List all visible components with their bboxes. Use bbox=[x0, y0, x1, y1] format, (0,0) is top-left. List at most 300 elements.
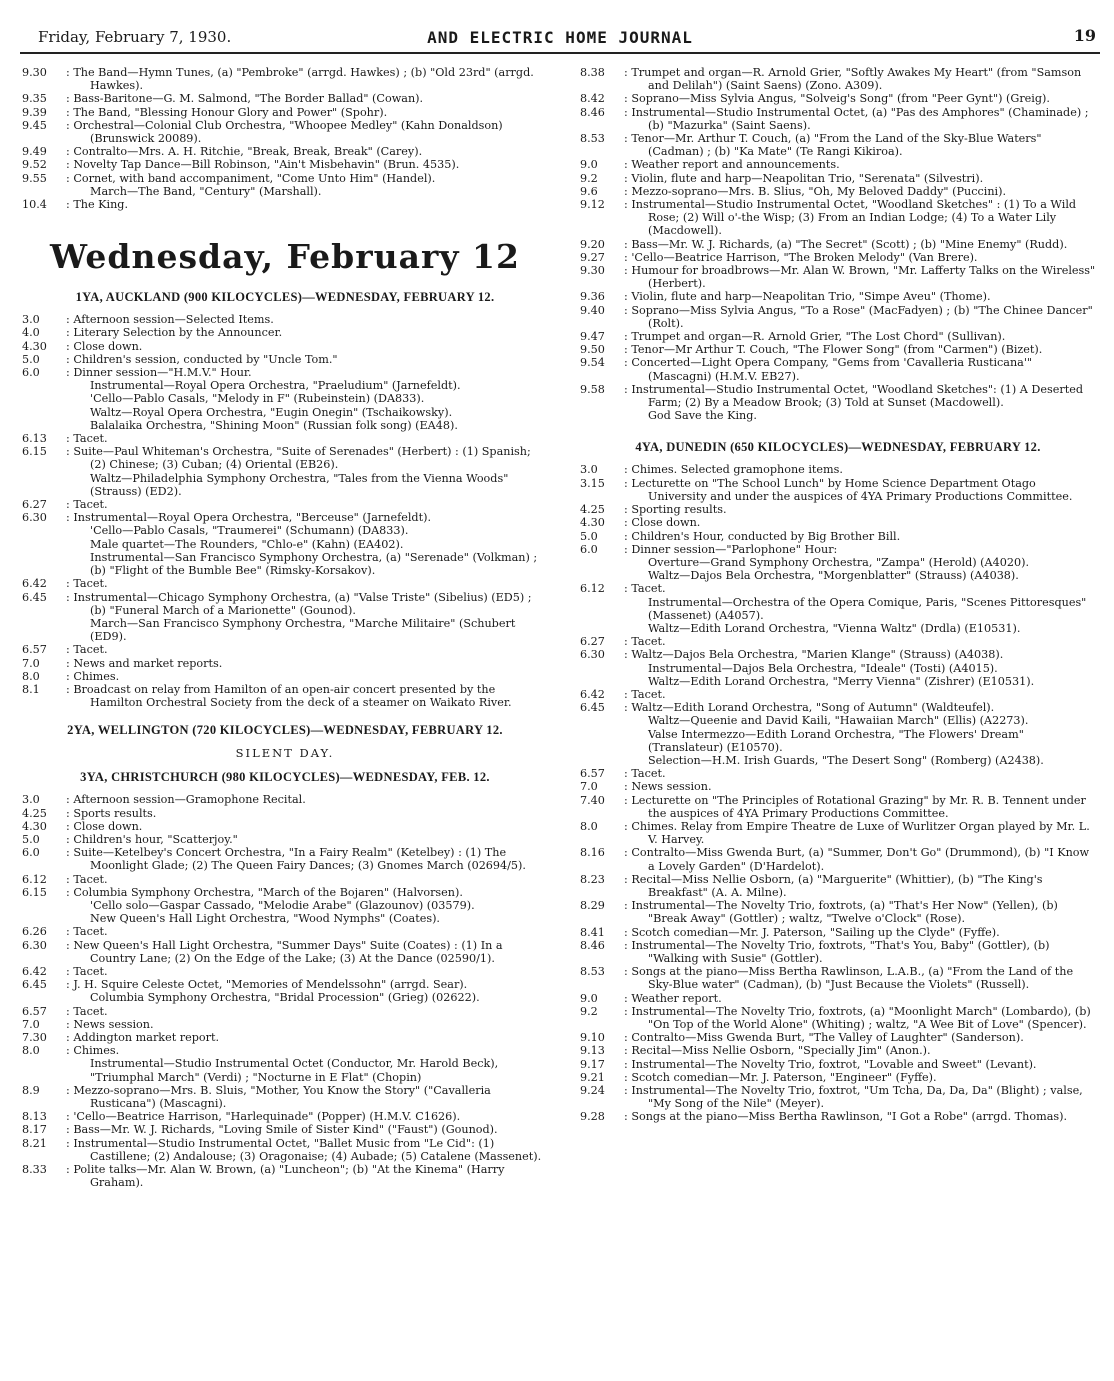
entry-text: : Contralto—Mrs. A. H. Ritchie, "Break, Break, Break" (Carey). bbox=[66, 145, 423, 159]
programme-entry bbox=[22, 119, 548, 145]
entry-text: : Dinner session—"Parlophone" Hour: bbox=[624, 542, 838, 556]
entry-time: 6.57 bbox=[22, 1004, 47, 1018]
entry-text: 'Cello—Pablo Casals, "Traumerei" (Schumann) (DA833). bbox=[90, 524, 409, 538]
entry-text: : Instrumental—Studio Instrumental Octet, (a) "Pas des Amphores" (Chaminade) ; (b) "Mazurka" (Saint Saens). bbox=[624, 105, 1089, 132]
entry-time: 9.47 bbox=[580, 330, 605, 344]
entry-time bbox=[22, 538, 66, 551]
entry-text: : Mezzo-soprano—Mrs. B. Slius, "Oh, My Beloved Daddy" (Puccini). bbox=[624, 184, 1007, 198]
entry-time bbox=[580, 675, 624, 688]
entry-text: : Addington market report. bbox=[66, 1030, 220, 1044]
programme-entry bbox=[22, 886, 548, 899]
entry-text: : Tacet. bbox=[66, 964, 108, 978]
entry-text: : Close down. bbox=[624, 516, 701, 530]
entry-time bbox=[22, 912, 66, 925]
entry-text: : J. H. Squire Celeste Octet, "Memories of Mendelssohn" (arrgd. Sear). bbox=[66, 978, 468, 992]
entry-time: 8.9 bbox=[22, 1083, 40, 1097]
issue-date: Friday, February 7, 1930. bbox=[38, 28, 232, 46]
entry-text: Instrumental—Dajos Bela Orchestra, "Ideale" (Tosti) (A4015). bbox=[648, 661, 998, 675]
programme-entry bbox=[580, 158, 1096, 171]
programme-entry bbox=[580, 92, 1096, 105]
entry-time: 9.58 bbox=[580, 382, 605, 396]
programme-entry bbox=[22, 551, 548, 577]
entry-time bbox=[580, 556, 624, 569]
programme-entry bbox=[22, 1005, 548, 1018]
entry-text: : Polite talks—Mr. Alan W. Brown, (a) "Luncheon"; (b) "At the Kinema" (Harry Graham). bbox=[66, 1163, 505, 1190]
entry-text: Overture—Grand Symphony Orchestra, "Zampa" (Herold) (A4020). bbox=[648, 555, 1030, 569]
entry-time: 7.0 bbox=[580, 780, 598, 794]
entry-time: 8.29 bbox=[580, 899, 605, 913]
programme-entry bbox=[22, 657, 548, 670]
entry-time: 9.30 bbox=[22, 66, 47, 79]
entry-text: : Suite—Paul Whiteman's Orchestra, "Suite of Serenades" (Herbert) : (1) Spanish; (2) Chinese; (3) Cuban; (4) Oriental (EB26). bbox=[66, 445, 531, 472]
entry-time: 9.54 bbox=[580, 356, 605, 370]
entry-text: : Humour for broadbrows—Mr. Alan W. Brown, "Mr. Lafferty Talks on the Wireless" (Herbert). bbox=[624, 264, 1096, 291]
programme-entry bbox=[22, 833, 548, 846]
entry-time: 9.24 bbox=[580, 1084, 605, 1098]
programme-entry bbox=[22, 1031, 548, 1044]
entry-text: : Tacet. bbox=[66, 432, 108, 446]
entry-text: : Weather report and announcements. bbox=[624, 158, 840, 172]
programme-entry bbox=[22, 406, 548, 419]
programme-entry bbox=[22, 846, 548, 872]
entry-text: : Tacet. bbox=[66, 643, 108, 657]
entry-time: 9.36 bbox=[580, 290, 605, 304]
entry-text: : Tacet. bbox=[66, 1004, 108, 1018]
entry-time: 8.0 bbox=[22, 1044, 40, 1058]
entry-time: 4.0 bbox=[22, 326, 40, 340]
entry-text: : Mezzo-soprano—Mrs. B. Sluis, "Mother, You Know the Story" ("Cavalleria Rusticana") (Mascagni). bbox=[66, 1083, 491, 1110]
entry-time bbox=[22, 419, 66, 432]
programme-entry bbox=[580, 701, 1096, 714]
entry-time: 8.16 bbox=[580, 846, 605, 860]
programme-entry bbox=[580, 622, 1096, 635]
entry-time: 9.27 bbox=[580, 250, 605, 264]
programme-entry bbox=[580, 172, 1096, 185]
entry-time: 6.45 bbox=[22, 590, 47, 604]
programme-entry bbox=[22, 379, 548, 392]
entry-text: Selection—H.M. Irish Guards, "The Desert Song" (Romberg) (A2438). bbox=[648, 753, 1044, 767]
programme-entry bbox=[22, 524, 548, 537]
entry-text: : Violin, flute and harp—Neapolitan Trio, "Simpe Aveu" (Thome). bbox=[624, 290, 991, 304]
programme-entry bbox=[22, 577, 548, 590]
programme-entry bbox=[22, 472, 548, 498]
entry-time: 8.38 bbox=[580, 66, 605, 79]
entry-time: 6.57 bbox=[22, 643, 47, 657]
entry-text: : Chimes. bbox=[66, 669, 120, 683]
entry-time: 6.57 bbox=[580, 767, 605, 781]
entry-text: : News and market reports. bbox=[66, 656, 223, 670]
programme-entry bbox=[580, 383, 1096, 409]
entry-text: : Sports results. bbox=[66, 806, 157, 820]
entry-time bbox=[580, 714, 624, 727]
entry-text: : Concerted—Light Opera Company, "Gems from 'Cavalleria Rusticana'" (Mascagni) (H.M.V. EB27). bbox=[624, 356, 1033, 383]
entry-time: 6.45 bbox=[580, 701, 605, 715]
station-heading-christchurch: 3YA, CHRISTCHURCH (980 KILOCYCLES)—WEDNESDAY, FEB. 12. bbox=[80, 770, 490, 785]
entry-time: 9.2 bbox=[580, 1004, 598, 1018]
programme-entry bbox=[580, 132, 1096, 158]
entry-time: 9.0 bbox=[580, 158, 598, 172]
entry-time: 8.0 bbox=[580, 819, 598, 833]
entry-text: : Bass—Mr. W. J. Richards, "Loving Smile of Sister Kind" ("Faust") (Gounod). bbox=[66, 1123, 498, 1137]
entry-time: 9.17 bbox=[580, 1057, 605, 1071]
entry-text: : Tacet. bbox=[66, 925, 108, 939]
programme-entry bbox=[580, 675, 1096, 688]
entry-time: 9.45 bbox=[22, 118, 47, 132]
entry-text: : Trumpet and organ—R. Arnold Grier, "The Lost Chord" (Sullivan). bbox=[624, 330, 1006, 344]
entry-time: 3.0 bbox=[22, 313, 40, 327]
entry-text: : Instrumental—The Novelty Trio, foxtrot, "Lovable and Sweet" (Levant). bbox=[624, 1057, 1037, 1071]
programme-entry bbox=[22, 670, 548, 683]
entry-text: Waltz—Philadelphia Symphony Orchestra, "Tales from the Vienna Woods" (Strauss) (ED2). bbox=[90, 471, 509, 498]
programme-entry bbox=[22, 145, 548, 158]
programme-entry bbox=[580, 1058, 1096, 1071]
entry-text: : 'Cello—Beatrice Harrison, "The Broken Melody" (Van Brere). bbox=[624, 250, 978, 264]
entry-time bbox=[22, 551, 66, 577]
entry-text: : Chimes. Relay from Empire Theatre de Luxe of Wurlitzer Organ played by Mr. L. V. Harvey. bbox=[624, 819, 1090, 847]
entry-time bbox=[580, 569, 624, 582]
entry-time: 6.26 bbox=[22, 925, 47, 939]
entry-time: 3.0 bbox=[580, 463, 598, 477]
entry-text: : Instrumental—Studio Instrumental Octet, "Ballet Music from "Le Cid": (1) Castillene; (2) Andalouse; (3) Oragonaise; (4) Aubade; (5) Catalene (Massenet). bbox=[66, 1136, 542, 1163]
programme-entry bbox=[22, 1044, 548, 1057]
programme-entry bbox=[580, 662, 1096, 675]
entry-time: 9.49 bbox=[22, 145, 47, 159]
programme-entry bbox=[580, 820, 1096, 846]
right-intro-list bbox=[580, 66, 1096, 422]
entry-time bbox=[22, 1057, 66, 1083]
entry-text: : Instrumental—The Novelty Trio, foxtrots, (a) "That's Her Now" (Yellen), (b) "Break Away" (Gottler) ; waltz, "Twelve o'Clock" (Rose). bbox=[624, 899, 1058, 926]
entry-text: : Instrumental—Royal Opera Orchestra, "Berceuse" (Jarnefeldt). bbox=[66, 511, 431, 525]
entry-text: : Bass—Mr. W. J. Richards, (a) "The Secret" (Scott) ; (b) "Mine Enemy" (Rudd). bbox=[624, 237, 1068, 251]
entry-time: 6.30 bbox=[580, 648, 605, 662]
programme-entry bbox=[22, 366, 548, 379]
entry-time bbox=[22, 379, 66, 392]
entry-time: 6.30 bbox=[22, 938, 47, 952]
programme-entry bbox=[580, 198, 1096, 238]
entry-time: 7.0 bbox=[22, 1017, 40, 1031]
entry-text: : News session. bbox=[66, 1017, 154, 1031]
entry-time: 6.12 bbox=[580, 582, 605, 596]
entry-time bbox=[22, 617, 66, 643]
entry-text: : Columbia Symphony Orchestra, "March of the Bojaren" (Halvorsen). bbox=[66, 885, 463, 899]
programme-entry bbox=[580, 304, 1096, 330]
entry-text: God Save the King. bbox=[648, 409, 757, 423]
entry-time bbox=[22, 185, 66, 198]
entry-time: 9.13 bbox=[580, 1044, 605, 1058]
entry-time: 8.46 bbox=[580, 938, 605, 952]
programme-entry bbox=[22, 419, 548, 432]
programme-entry bbox=[22, 158, 548, 171]
entry-time: 9.10 bbox=[580, 1031, 605, 1045]
entry-text: : Chimes. Selected gramophone items. bbox=[624, 463, 843, 477]
entry-time: 8.13 bbox=[22, 1110, 47, 1124]
programme-entry bbox=[580, 728, 1096, 754]
programme-entry bbox=[580, 688, 1096, 701]
programme-entry bbox=[580, 343, 1096, 356]
entry-time: 9.21 bbox=[580, 1070, 605, 1084]
programme-entry bbox=[22, 198, 548, 211]
entry-time: 9.35 bbox=[22, 92, 47, 106]
entry-text: : Tacet. bbox=[66, 872, 108, 886]
entry-text: : Bass-Baritone—G. M. Salmond, "The Border Ballad" (Cowan). bbox=[66, 92, 424, 106]
entry-text: : Lecturette on "The School Lunch" by Home Science Department Otago University and under the auspices of 4YA Primary Productions Committee. bbox=[624, 476, 1073, 503]
entry-time: 8.41 bbox=[580, 925, 605, 939]
entry-text: : Contralto—Miss Gwenda Burt, "The Valley of Laughter" (Sanderson). bbox=[624, 1031, 1024, 1045]
entry-time: 9.20 bbox=[580, 237, 605, 251]
entry-time: 8.53 bbox=[580, 132, 605, 146]
entry-text: : Close down. bbox=[66, 819, 143, 833]
wellington-silent-note: SILENT DAY. bbox=[235, 746, 335, 761]
entry-time: 8.21 bbox=[22, 1136, 47, 1150]
programme-entry bbox=[580, 463, 1096, 476]
entry-text: : Scotch comedian—Mr. J. Paterson, "Engineer" (Fyffe). bbox=[624, 1070, 937, 1084]
page-number: 19 bbox=[1073, 26, 1096, 45]
entry-time: 7.0 bbox=[22, 656, 40, 670]
entry-text: Waltz—Edith Lorand Orchestra, "Vienna Waltz" (Drdla) (E10531). bbox=[648, 621, 1021, 635]
entry-text: : Tacet. bbox=[624, 582, 666, 596]
entry-text: : Violin, flute and harp—Neapolitan Trio, "Serenata" (Silvestri). bbox=[624, 171, 984, 185]
entry-time bbox=[580, 662, 624, 675]
page-header bbox=[20, 26, 1100, 54]
entry-time bbox=[22, 991, 66, 1004]
entry-time: 8.17 bbox=[22, 1123, 47, 1137]
entry-text: 'Cello solo—Gaspar Cassado, "Melodie Arabe" (Glazounov) (03579). bbox=[90, 898, 475, 912]
programme-entry bbox=[22, 965, 548, 978]
entry-time: 9.40 bbox=[580, 303, 605, 317]
programme-entry bbox=[22, 925, 548, 938]
entry-time: 5.0 bbox=[580, 529, 598, 543]
programme-entry bbox=[22, 899, 548, 912]
entry-time bbox=[22, 392, 66, 405]
entry-text: Valse Intermezzo—Edith Lorand Orchestra, "The Flowers' Dream" (Translateur) (E10570). bbox=[648, 727, 1024, 754]
entry-text: : Lecturette on "The Principles of Rotational Grazing" by Mr. R. B. Tennent under the auspices of 4YA Primary Productions Committee. bbox=[624, 793, 1086, 820]
programme-entry bbox=[580, 714, 1096, 727]
entry-time: 10.4 bbox=[22, 198, 47, 212]
entry-time bbox=[580, 596, 624, 622]
programme-entry bbox=[22, 498, 548, 511]
entry-text: : Waltz—Dajos Bela Orchestra, "Marien Klange" (Strauss) (A4038). bbox=[624, 648, 1004, 662]
programme-entry bbox=[22, 793, 548, 806]
entry-text: 'Cello—Pablo Casals, "Melody in F" (Rubeinstein) (DA833). bbox=[90, 392, 425, 406]
entry-time: 6.15 bbox=[22, 885, 47, 899]
station-heading-dunedin: 4YA, DUNEDIN (650 KILOCYCLES)—WEDNESDAY, FEBRUARY 12. bbox=[635, 440, 1041, 455]
programme-entry bbox=[580, 543, 1096, 556]
entry-time bbox=[580, 728, 624, 754]
entry-time bbox=[580, 754, 624, 767]
entry-text: : Contralto—Miss Gwenda Burt, (a) "Summer, Don't Go" (Drummond), (b) "I Know a Lovely Garden" (D'Hardelot). bbox=[624, 846, 1090, 873]
entry-text: : Close down. bbox=[66, 339, 143, 353]
entry-text: Instrumental—Studio Instrumental Octet (Conductor, Mr. Harold Beck), "Triumphal March" (Verdi) ; "Nocturne in E Flat" (Chopin) bbox=[90, 1057, 499, 1084]
programme-entry bbox=[22, 172, 548, 185]
auckland-programme bbox=[22, 313, 548, 709]
programme-entry bbox=[580, 1044, 1096, 1057]
entry-time: 8.23 bbox=[580, 872, 605, 886]
programme-entry bbox=[580, 516, 1096, 529]
entry-time: 9.52 bbox=[22, 158, 47, 172]
entry-text: : Afternoon session—Gramophone Recital. bbox=[66, 793, 306, 807]
programme-entry bbox=[22, 820, 548, 833]
entry-text: : Afternoon session—Selected Items. bbox=[66, 313, 274, 327]
programme-entry bbox=[580, 648, 1096, 661]
entry-text: : Recital—Miss Nellie Osborn, "Specially Jim" (Anon.). bbox=[624, 1044, 931, 1058]
entry-text: : 'Cello—Beatrice Harrison, "Harlequinade" (Popper) (H.M.V. C1626). bbox=[66, 1110, 461, 1124]
entry-text: : Instrumental—Chicago Symphony Orchestra, (a) "Valse Triste" (Sibelius) (ED5) ; (b) "Funeral March of a Marionette" (Gounod). bbox=[66, 590, 532, 617]
programme-entry bbox=[580, 569, 1096, 582]
programme-entry bbox=[22, 1163, 548, 1189]
programme-entry bbox=[580, 873, 1096, 899]
programme-entry bbox=[580, 1071, 1096, 1084]
entry-text: : Chimes. bbox=[66, 1044, 120, 1058]
programme-entry bbox=[580, 926, 1096, 939]
programme-entry bbox=[580, 1031, 1096, 1044]
entry-time: 7.40 bbox=[580, 793, 605, 807]
programme-entry bbox=[22, 1018, 548, 1031]
programme-entry bbox=[22, 1110, 548, 1123]
entry-time bbox=[22, 899, 66, 912]
entry-time: 9.30 bbox=[580, 264, 605, 278]
entry-time: 9.12 bbox=[580, 198, 605, 212]
entry-text: : Tacet. bbox=[624, 687, 666, 701]
programme-entry bbox=[22, 912, 548, 925]
entry-time: 6.42 bbox=[580, 687, 605, 701]
programme-entry bbox=[580, 992, 1096, 1005]
programme-entry bbox=[580, 238, 1096, 251]
entry-time: 8.0 bbox=[22, 669, 40, 683]
entry-time: 6.45 bbox=[22, 978, 47, 992]
entry-time: 8.53 bbox=[580, 965, 605, 979]
programme-entry bbox=[580, 846, 1096, 872]
day-heading: Wednesday, February 12 bbox=[50, 237, 520, 277]
entry-time: 9.6 bbox=[580, 184, 598, 198]
programme-entry bbox=[580, 939, 1096, 965]
entry-text: : Trumpet and organ—R. Arnold Grier, "Softly Awakes My Heart" (from "Samson and Delilah") (Saint Saens) (Zono. A309). bbox=[624, 66, 1082, 93]
programme-entry bbox=[22, 511, 548, 524]
programme-entry bbox=[580, 251, 1096, 264]
entry-text: : Literary Selection by the Announcer. bbox=[66, 326, 283, 340]
programme-entry bbox=[580, 66, 1096, 92]
programme-entry bbox=[580, 264, 1096, 290]
entry-time bbox=[580, 409, 624, 422]
programme-entry bbox=[22, 939, 548, 965]
entry-time: 6.0 bbox=[22, 846, 40, 860]
programme-entry bbox=[580, 1110, 1096, 1123]
entry-time: 4.30 bbox=[22, 339, 47, 353]
entry-text: : The Band—Hymn Tunes, (a) "Pembroke" (arrgd. Hawkes) ; (b) "Old 23rd" (arrgd. Hawkes). bbox=[66, 66, 534, 93]
entry-text: Instrumental—Royal Opera Orchestra, "Praeludium" (Jarnefeldt). bbox=[90, 379, 461, 393]
entry-text: : Soprano—Miss Sylvia Angus, "To a Rose" (MacFadyen) ; (b) "The Chinee Dancer" (Rolt). bbox=[624, 303, 1093, 330]
entry-time: 9.39 bbox=[22, 105, 47, 119]
programme-entry bbox=[22, 591, 548, 617]
christchurch-programme bbox=[22, 793, 548, 1189]
entry-text: Instrumental—San Francisco Symphony Orchestra, (a) "Serenade" (Volkman) ; (b) "Flight of the Bumble Bee" (Rimsky-Korsakov). bbox=[90, 550, 538, 578]
entry-text: : Children's hour, "Scatterjoy." bbox=[66, 832, 238, 846]
programme-entry bbox=[580, 556, 1096, 569]
entry-text: : News session. bbox=[624, 780, 712, 794]
programme-entry bbox=[22, 1057, 548, 1083]
left-column bbox=[22, 66, 548, 1189]
programme-entry bbox=[22, 873, 548, 886]
programme-entry bbox=[22, 326, 548, 339]
entry-text: : The King. bbox=[66, 198, 129, 212]
entry-text: : Suite—Ketelbey's Concert Orchestra, "In a Fairy Realm" (Ketelbey) : (1) The Moonlight Glade; (2) The Queen Fairy Dances; (3) Gnomes March (02694/5). bbox=[66, 846, 526, 873]
entry-text: : Tacet. bbox=[624, 635, 666, 649]
entry-time: 3.0 bbox=[22, 793, 40, 807]
entry-text: : Recital—Miss Nellie Osborn, (a) "Marguerite" (Whittier), (b) "The King's Breakfast" (A. A. Milne). bbox=[624, 872, 1043, 899]
entry-time: 8.1 bbox=[22, 682, 40, 696]
entry-text: Male quartet—The Rounders, "Chlo-e" (Kahn) (EA402). bbox=[90, 537, 404, 551]
programme-entry bbox=[580, 794, 1096, 820]
entry-time: 6.42 bbox=[22, 577, 47, 591]
entry-time: 5.0 bbox=[22, 832, 40, 846]
programme-entry bbox=[580, 356, 1096, 382]
programme-entry bbox=[22, 617, 548, 643]
entry-time: 3.15 bbox=[580, 476, 605, 490]
programme-entry bbox=[22, 185, 548, 198]
programme-entry bbox=[22, 978, 548, 991]
entry-time: 6.12 bbox=[22, 872, 47, 886]
entry-text: Waltz—Royal Opera Orchestra, "Eugin Onegin" (Tschaikowsky). bbox=[90, 405, 453, 419]
entry-time: 6.13 bbox=[22, 432, 47, 446]
entry-text: : Tacet. bbox=[624, 767, 666, 781]
programme-entry bbox=[22, 1137, 548, 1163]
programme-entry bbox=[22, 432, 548, 445]
entry-text: Balalaika Orchestra, "Shining Moon" (Russian folk song) (EA48). bbox=[90, 418, 458, 432]
entry-time bbox=[22, 472, 66, 498]
entry-time bbox=[22, 524, 66, 537]
entry-time bbox=[580, 622, 624, 635]
programme-entry bbox=[580, 596, 1096, 622]
entry-text: : Instrumental—The Novelty Trio, foxtrots, "That's You, Baby" (Gottler), (b) "Walking with Susie" (Gottler). bbox=[624, 938, 1050, 965]
programme-entry bbox=[22, 66, 548, 92]
entry-time: 6.0 bbox=[580, 542, 598, 556]
programme-entry bbox=[22, 643, 548, 656]
entry-time: 6.15 bbox=[22, 445, 47, 459]
entry-text: : Children's session, conducted by "Uncle Tom." bbox=[66, 352, 338, 366]
entry-time: 9.50 bbox=[580, 343, 605, 357]
entry-time: 6.0 bbox=[22, 366, 40, 380]
entry-time: 8.33 bbox=[22, 1163, 47, 1177]
entry-text: : Children's Hour, conducted by Big Brother Bill. bbox=[624, 529, 901, 543]
entry-text: : Tenor—Mr Arthur T. Couch, "The Flower Song" (from "Carmen") (Bizet). bbox=[624, 343, 1043, 357]
entry-time: 4.30 bbox=[580, 516, 605, 530]
programme-entry bbox=[580, 409, 1096, 422]
entry-text: : The Band, "Blessing Honour Glory and Power" (Spohr). bbox=[66, 105, 388, 119]
programme-entry bbox=[22, 445, 548, 471]
entry-text: : Cornet, with band accompaniment, "Come Unto Him" (Handel). bbox=[66, 171, 436, 185]
programme-entry bbox=[580, 635, 1096, 648]
journal-title: AND ELECTRIC HOME JOURNAL bbox=[427, 28, 693, 47]
entry-time: 6.30 bbox=[22, 511, 47, 525]
entry-text: New Queen's Hall Light Orchestra, "Wood Nymphs" (Coates). bbox=[90, 912, 440, 926]
entry-text: : New Queen's Hall Light Orchestra, "Summer Days" Suite (Coates) : (1) In a Country Lane; (2) On the Edge of the Lake; (3) At the Dance (02590/1). bbox=[66, 938, 503, 965]
entry-time: 4.30 bbox=[22, 819, 47, 833]
entry-text: : Dinner session—"H.M.V." Hour. bbox=[66, 366, 252, 380]
entry-text: : Scotch comedian—Mr. J. Paterson, "Sailing up the Clyde" (Fyffe). bbox=[624, 925, 1000, 939]
entry-text: : Soprano—Miss Sylvia Angus, "Solveig's Song" (from "Peer Gynt") (Greig). bbox=[624, 92, 1050, 106]
programme-entry bbox=[22, 106, 548, 119]
entry-text: Instrumental—Orchestra of the Opera Comique, Paris, "Scenes Pittoresques" (Massenet) (A4057). bbox=[648, 595, 1087, 622]
entry-text: : Tacet. bbox=[66, 577, 108, 591]
entry-text: : Songs at the piano—Miss Bertha Rawlinson, "I Got a Robe" (arrgd. Thomas). bbox=[624, 1110, 1068, 1124]
programme-entry bbox=[22, 991, 548, 1004]
programme-entry bbox=[22, 683, 548, 709]
entry-time: 9.0 bbox=[580, 991, 598, 1005]
station-heading-auckland: 1YA, AUCKLAND (900 KILOCYCLES)—WEDNESDAY, FEBRUARY 12. bbox=[75, 290, 495, 305]
entry-text: : Songs at the piano—Miss Bertha Rawlinson, L.A.B., (a) "From the Land of the Sky-Blue water" (Cadman), (b) "Just Because the Violets" (Russell). bbox=[624, 965, 1074, 992]
right-column bbox=[580, 66, 1096, 1124]
programme-entry bbox=[580, 1005, 1096, 1031]
entry-time: 4.25 bbox=[580, 503, 605, 517]
